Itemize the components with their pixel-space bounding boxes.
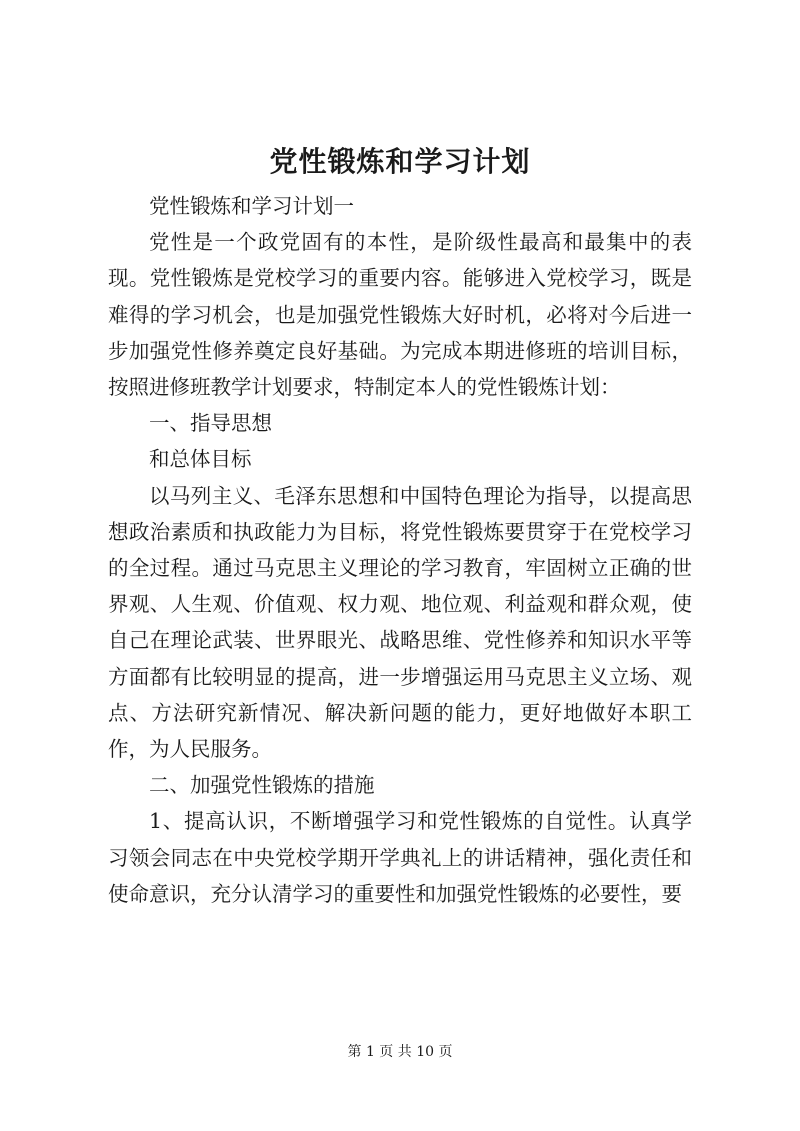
section-heading-overall-goal: 和总体目标 [149,447,252,472]
document-body [108,188,692,912]
section-heading-guiding-thought: 一、指导思想 [149,411,272,436]
paragraph-subtitle: 党性锻炼和学习计划一 [149,194,354,218]
paragraph-intro: 党性是一个政党固有的本性，是阶级性最高和最集中的表现。党性锻炼是党校学习的重要内容。能够进入党校学习，既是难得的学习机会，也是加强党性锻炼大好时机，必将对今后进一步加强党性修养奠定良好基础。为完成本期进修班的培训目标，按照进修班教学计划要求，特制定本人的党性锻炼计划： [108,230,692,400]
paragraph-measure-1: 1、提高认识，不断增强学习和党性锻炼的自觉性。认真学习领会同志在中央党校学期开学典礼上的讲话精神，强化责任和使命意识，充分认清学习的重要性和加强党性锻炼的必要性，要 [108,809,692,906]
document-title: 党性锻炼和学习计划 [269,145,531,178]
section-heading-measures: 二、加强党性锻炼的措施 [149,773,375,798]
page-footer: 第 1 页 共 10 页 [347,1044,453,1060]
paragraph-guiding-thought: 以马列主义、毛泽东思想和中国特色理论为指导，以提高思想政治素质和执政能力为目标，将党性锻炼要贯穿于在党校学习的全过程。通过马克思主义理论的学习教育，牢固树立正确的世界观、人生观、价值观、权力观、地位观、利益观和群众观，使自己在理论武装、世界眼光、战略思维、党性修养和知识水平等方面都有比较明显的提高，进一步增强运用马克思主义立场、观点、方法研究新情况、解决新问题的能力，更好地做好本职工作，为人民服务。 [108,483,692,762]
